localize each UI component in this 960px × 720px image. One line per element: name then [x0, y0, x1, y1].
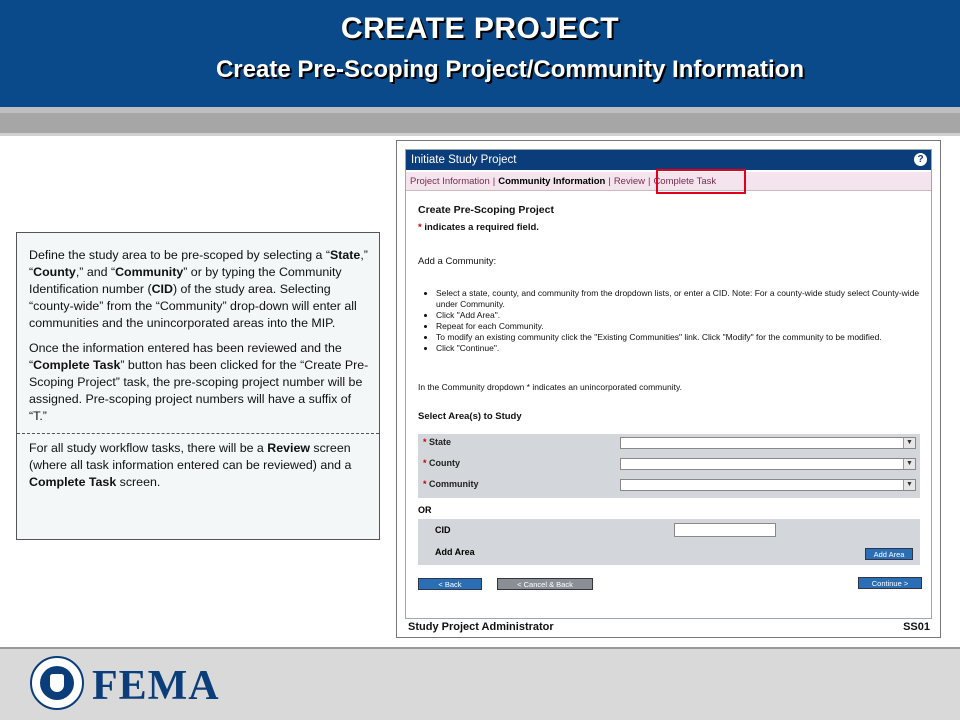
list-item: • Click "Add Area". — [436, 310, 926, 321]
role-label: Study Project Administrator — [408, 621, 554, 633]
screen-code: SS01 — [903, 621, 930, 633]
county-row: * County ▼ — [418, 455, 920, 475]
tab-review[interactable]: Review — [613, 176, 645, 187]
continue-button[interactable]: Continue > — [858, 577, 922, 589]
eagle-icon — [50, 674, 64, 692]
add-community-heading: Add a Community: — [418, 256, 497, 267]
list-item: • Repeat for each Community. — [436, 321, 926, 332]
help-icon[interactable]: ? — [914, 153, 927, 166]
back-button[interactable]: < Back — [418, 578, 482, 590]
tab-complete-task[interactable]: Complete Task — [653, 176, 717, 187]
instructions-list — [418, 288, 926, 354]
list-item: • Select a state, county, and community from the dropdown lists, or enter a CID. Note: For a county-wide study select County-wide under Community. — [436, 288, 926, 310]
complete-task-highlight — [656, 169, 746, 194]
or-label: OR — [418, 505, 432, 515]
add-area-label: Add Area — [435, 547, 475, 557]
chevron-down-icon[interactable]: ▼ — [903, 480, 915, 490]
notes-divider — [17, 433, 379, 434]
required-note: * indicates a required field. — [418, 222, 539, 233]
app-window — [405, 149, 932, 619]
state-row: * State ▼ — [418, 434, 920, 454]
screenshot-caption — [404, 620, 932, 635]
area-selection-grid — [418, 434, 920, 498]
community-select[interactable] — [620, 479, 916, 491]
app-screenshot-frame — [396, 140, 941, 638]
slide-header — [0, 0, 960, 107]
cancel-back-button[interactable]: < Cancel & Back — [497, 578, 593, 590]
select-area-title: Select Area(s) to Study — [418, 411, 522, 422]
window-title: Initiate Study Project — [411, 154, 517, 166]
list-item: • To modify an existing community click the "Existing Communities" link. Click "Modify" for the community to be modified. — [436, 332, 926, 343]
list-item: • Click "Continue". — [436, 343, 926, 354]
window-title-bar — [406, 150, 931, 170]
cid-input[interactable] — [674, 523, 776, 537]
chevron-down-icon[interactable]: ▼ — [903, 459, 915, 469]
cid-label: CID — [435, 525, 451, 535]
tab-community-information[interactable]: Community Information — [498, 176, 606, 187]
notes-paragraph-2: Once the information entered has been reviewed and the “Complete Task” button has been clicked for the “Create Pre-Scoping Project” task, the pre-scoping project number will be assigned. Pre-scoping project numbers will have a suffix of “T.” — [29, 341, 369, 423]
notes-box — [16, 232, 380, 540]
community-row: * Community ▼ — [418, 476, 920, 496]
dhs-seal-logo — [30, 656, 84, 710]
header-band — [0, 113, 960, 133]
header-band-light — [0, 133, 960, 136]
notes-paragraph-1: Define the study area to be pre-scoped by selecting a “State,” “County,” and “Community” or by typing the Community Identification number (CID) of the study area. Selecting “county-wide” from the “Community” drop-down will enter all communities and the unincorporated areas into the MIP. — [29, 248, 368, 330]
add-area-button[interactable]: Add Area — [865, 548, 913, 560]
form-title: Create Pre-Scoping Project — [418, 204, 554, 216]
notes-paragraph-3: For all study workflow tasks, there will be a Review screen (where all task information entered can be reviewed) and a Complete Task screen. — [29, 441, 352, 489]
cid-grid — [418, 519, 920, 565]
county-select[interactable] — [620, 458, 916, 470]
slide-title: CREATE PROJECT — [340, 12, 620, 45]
chevron-down-icon[interactable]: ▼ — [903, 438, 915, 448]
tab-bar: Project Information | Community Information | Review | Complete Task — [406, 172, 931, 191]
state-select[interactable] — [620, 437, 916, 449]
tab-project-information[interactable]: Project Information — [410, 176, 490, 187]
unincorporated-note: In the Community dropdown * indicates an unincorporated community. — [418, 382, 682, 392]
fema-logo: FEMA — [92, 663, 220, 709]
slide-subtitle: Create Pre-Scoping Project/Community Information — [215, 56, 805, 83]
